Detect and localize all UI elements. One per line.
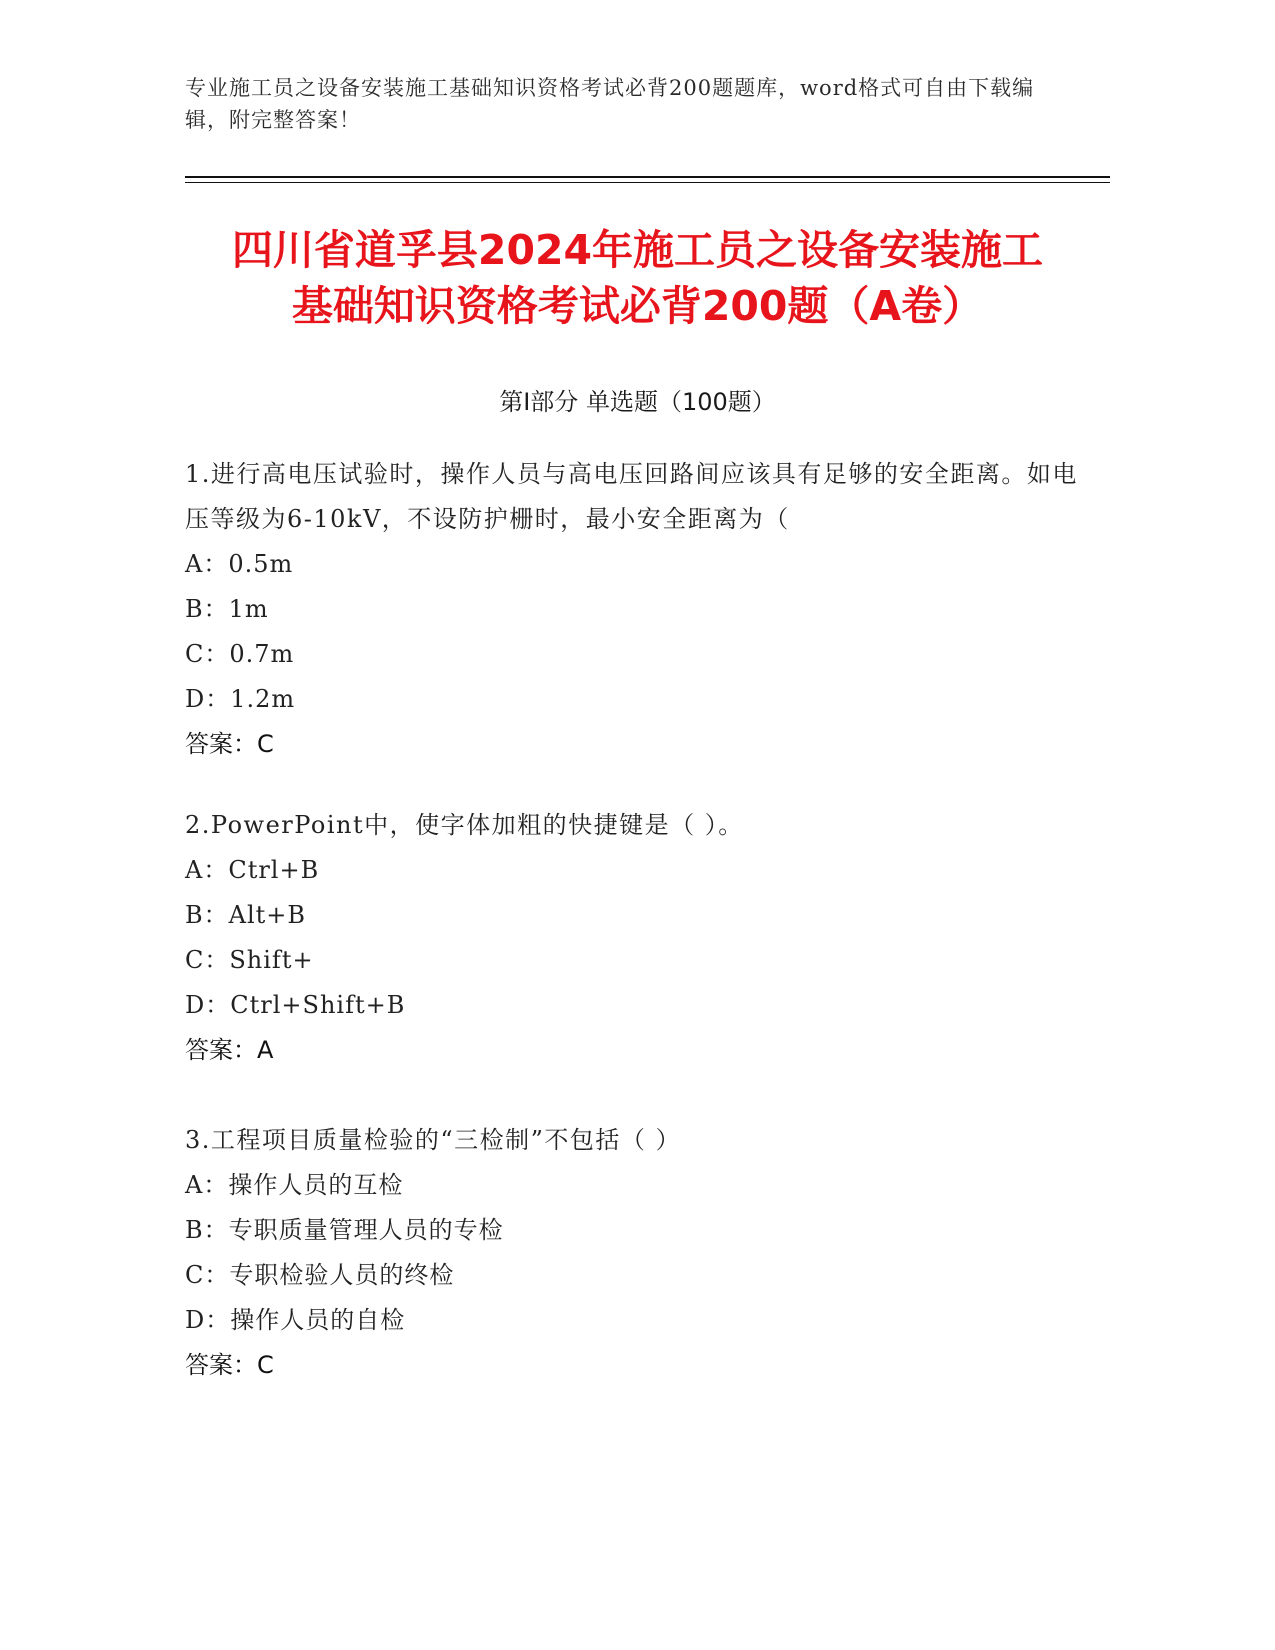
option-d: D：Ctrl+Shift+B	[185, 991, 406, 1019]
answer: 答案：C	[185, 1351, 274, 1379]
question-3	[185, 1118, 1085, 1388]
section-heading: 第Ⅰ部分 单选题（100题）	[499, 388, 776, 416]
question-stem: 1.进行高电压试验时，操作人员与高电压回路间应该具有足够的安全距离。如电压等级为6-10kV，不设防护栅时，最小安全距离为（	[185, 460, 1078, 533]
option-a: A：操作人员的互检	[185, 1171, 404, 1199]
document-title	[150, 222, 1125, 334]
option-c: C：Shift+	[185, 946, 314, 974]
option-c: C：专职检验人员的终检	[185, 1261, 455, 1289]
option-d: D：操作人员的自检	[185, 1306, 406, 1334]
header-note: 专业施工员之设备安装施工基础知识资格考试必背200题题库，word格式可自由下载编辑，附完整答案！	[185, 76, 1035, 132]
option-a: A：Ctrl+B	[185, 856, 320, 884]
header-rule-thick	[185, 176, 1110, 178]
answer: 答案：C	[185, 730, 274, 758]
answer: 答案：A	[185, 1036, 274, 1064]
header-rule-thin	[185, 182, 1110, 183]
document-title-line1: 四川省道孚县2024年施工员之设备安装施工	[231, 226, 1044, 274]
document-title-line2: 基础知识资格考试必背200题（A卷）	[291, 282, 984, 330]
question-1	[185, 452, 1085, 767]
question-stem: 2.PowerPoint中，使字体加粗的快捷键是（ ）。	[185, 811, 744, 839]
option-d: D：1.2m	[185, 685, 296, 713]
question-2	[185, 803, 1085, 1073]
option-b: B：Alt+B	[185, 901, 307, 929]
option-a: A：0.5m	[185, 550, 294, 578]
question-stem: 3.工程项目质量检验的“三检制”不包括（ ）	[185, 1126, 682, 1154]
option-b: B：1m	[185, 595, 269, 623]
option-b: B：专职质量管理人员的专检	[185, 1216, 504, 1244]
option-c: C：0.7m	[185, 640, 295, 668]
